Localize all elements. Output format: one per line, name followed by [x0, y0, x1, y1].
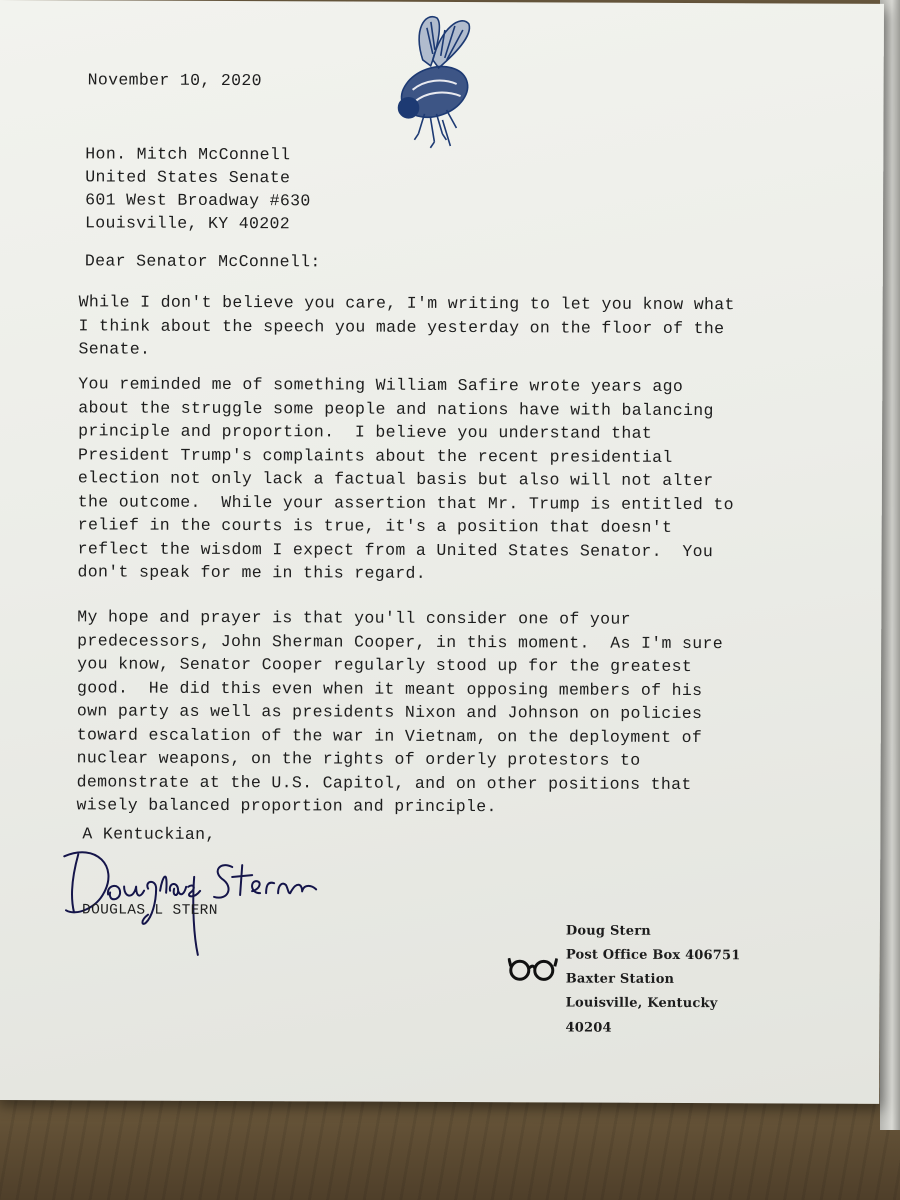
paragraph-line: the outcome. While your assertion that Mr. Trump is entitled to	[77, 491, 734, 514]
paragraph-line: predecessors, John Sherman Cooper, in this moment. As I'm sure	[77, 630, 724, 653]
paragraph-line: While I don't believe you care, I'm writing to let you know what	[78, 292, 735, 315]
paragraph-line: relief in the courts is true, it's a position that doesn't	[77, 515, 673, 537]
letter-date: November 10, 2020	[87, 70, 262, 91]
body-paragraph	[76, 605, 817, 820]
typed-signer-name: DOUGLAS L STERN	[81, 902, 218, 919]
body-paragraph	[77, 372, 818, 587]
paragraph-line: election not only lack a factual basis but also will not alter	[77, 468, 714, 491]
paragraph-line: wisely balanced proportion and principle.	[76, 795, 497, 817]
paragraph-line: own party as well as presidents Nixon and Johnson on policies	[76, 701, 703, 724]
paragraph-line: demonstrate at the U.S. Capitol, and on other positions that	[76, 771, 692, 794]
return-address-stamp	[507, 920, 768, 1051]
paragraph-line: Senate.	[78, 339, 151, 359]
stamp-line: Post Office Box 406751	[565, 947, 741, 964]
recipient-line: 601 West Broadway #630	[85, 190, 311, 211]
stamp-line: Louisville, Kentucky	[565, 995, 718, 1012]
recipient-line: Hon. Mitch McConnell	[85, 144, 291, 165]
paragraph-line: toward escalation of the war in Vietnam, on the deployment of	[76, 724, 703, 747]
paragraph-line: reflect the wisdom I expect from a United States Senator. You	[77, 538, 714, 561]
paragraph-line: nuclear weapons, on the rights of orderly protestors to	[76, 748, 641, 770]
body-paragraph	[78, 290, 818, 364]
closing: A Kentuckian,	[82, 824, 216, 844]
paragraph-line: I think about the speech you made yesterday on the floor of the	[78, 315, 725, 338]
stamp-line: Doug Stern	[565, 923, 651, 939]
recipient-line: Louisville, KY 40202	[84, 213, 291, 234]
bee-icon	[384, 10, 495, 150]
paragraph-line: principle and proportion. I believe you understand that	[78, 421, 653, 443]
paragraph-line: about the struggle some people and nations have with balancing	[78, 397, 714, 420]
paragraph-line: President Trump's complaints about the recent presidential	[77, 444, 673, 467]
paragraph-line: My hope and prayer is that you'll consider one of your	[77, 607, 631, 629]
eyeglasses-icon	[508, 954, 558, 982]
paragraph-line: good. He did this even when it meant opposing members of his	[76, 677, 703, 700]
stamp-line: 40204	[565, 1020, 612, 1036]
paragraph-line: you know, Senator Cooper regularly stood up for the greatest	[77, 654, 693, 677]
salutation: Dear Senator McConnell:	[84, 251, 321, 272]
recipient-line: United States Senate	[85, 167, 291, 188]
stamp-line: Baxter Station	[565, 971, 675, 987]
paragraph-line: You reminded me of something William Safire wrote years ago	[78, 374, 684, 396]
paragraph-line: don't speak for me in this regard.	[77, 562, 427, 583]
